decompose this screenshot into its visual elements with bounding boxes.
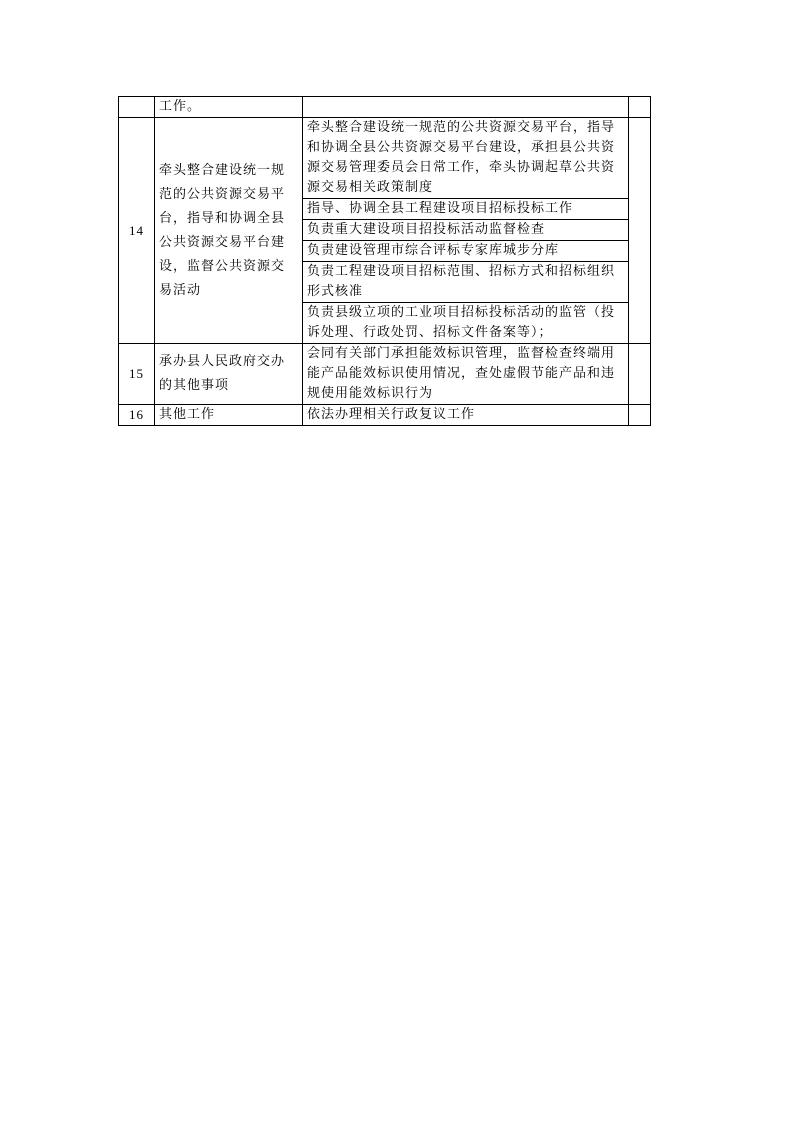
row-number xyxy=(119,97,155,118)
item-cell xyxy=(155,344,303,405)
duty-table xyxy=(118,96,651,426)
table-row xyxy=(119,118,651,199)
detail-cell: 牵头整合建设统一规范的公共资源交易平台，指导和协调全县公共资源交易平台建设，承担县公共资源交易管理委员会日常工作，牵头协调起草公共资源交易相关政策制度 xyxy=(303,118,629,199)
detail-cell: 指导、协调全县工程建设项目招标投标工作 xyxy=(303,199,629,220)
remark-cell xyxy=(629,344,651,405)
row-number: 16 xyxy=(119,405,155,426)
item-text: 承办县人民政府交办的其他事项 xyxy=(159,354,286,393)
remark-cell xyxy=(629,405,651,426)
item-cell: 其他工作 xyxy=(155,405,303,426)
table-row xyxy=(119,97,651,118)
table-row xyxy=(119,405,651,426)
remark-cell xyxy=(629,97,651,118)
detail-cell: 依法办理相关行政复议工作 xyxy=(303,405,629,426)
item-cell: 工作。 xyxy=(155,97,303,118)
row-number: 15 xyxy=(119,344,155,405)
detail-cell: 负责重大建设项目招投标活动监督检查 xyxy=(303,220,629,241)
table-row xyxy=(119,344,651,405)
row-number: 14 xyxy=(119,118,155,344)
detail-cell: 会同有关部门承担能效标识管理，监督检查终端用能产品能效标识使用情况，查处虚假节能产品和违规使用能效标识行为 xyxy=(303,344,629,405)
detail-cell: 负责县级立项的工业项目招标投标活动的监管（投诉处理、行政处罚、招标文件备案等）； xyxy=(303,303,629,344)
remark-cell xyxy=(629,118,651,344)
item-cell xyxy=(155,118,303,344)
detail-cell xyxy=(303,97,629,118)
detail-cell: 负责建设管理市综合评标专家库城步分库 xyxy=(303,241,629,262)
detail-cell: 负责工程建设项目招标范围、招标方式和招标组织形式核准 xyxy=(303,262,629,303)
item-text: 牵头整合建设统一规范的公共资源交易平台，指导和协调全县公共资源交易平台建设，监督公共资源交易活动 xyxy=(159,162,286,298)
